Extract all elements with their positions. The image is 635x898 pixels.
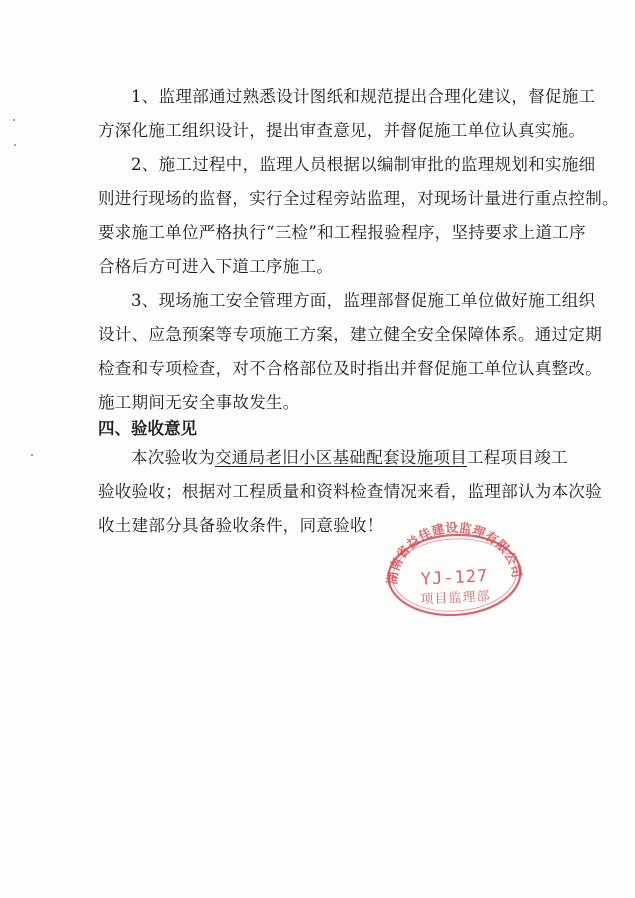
paragraph-line: 合格后方可进入下道工序施工。 xyxy=(98,257,334,276)
paragraph-line: 2、施工过程中，监理人员根据以编制审批的监理规划和实施细 xyxy=(131,155,596,174)
scan-speck xyxy=(31,454,33,456)
paragraph-line: 检查和专项检查，对不合格部位及时指出并督促施工单位认真整改。 xyxy=(98,359,602,378)
text-run: 工程项目竣工 xyxy=(467,448,568,467)
paragraph-line: 施工期间无安全事故发生。 xyxy=(98,393,300,412)
supervision-item-1 xyxy=(98,80,596,148)
paragraph-line: 要求施工单位严格执行“三检”和工程报验程序，坚持要求上道工序 xyxy=(98,223,586,242)
seal-code: YJ-127 xyxy=(420,566,489,590)
seal-dept: 项目监理部 xyxy=(420,589,491,608)
paragraph-line xyxy=(98,441,568,475)
supervision-item-3 xyxy=(98,284,602,420)
scan-speck xyxy=(14,144,16,146)
supervision-item-2 xyxy=(98,148,619,284)
paragraph-line: 验收验收；根据对工程质量和资料检查情况来看，监理部认为本次验 xyxy=(98,482,602,501)
paragraph-line: 方深化施工组织设计，提出审查意见，并督促施工单位认真实施。 xyxy=(98,121,586,140)
seal-org-name: 湖南省益佳建设监理有限公司 xyxy=(384,519,525,586)
text-run: 本次验收为 xyxy=(131,448,215,467)
paragraph-line: 1、监理部通过熟悉设计图纸和规范提出合理化建议，督促施工 xyxy=(131,87,596,106)
section-heading-acceptance: 四、验收意见 xyxy=(98,419,197,438)
project-name: 交通局老旧小区基础配套设施项目 xyxy=(215,448,467,467)
paragraph-line: 3、现场施工安全管理方面，监理部督促施工单位做好施工组织 xyxy=(131,291,596,310)
scan-speck xyxy=(13,119,15,121)
paragraph-line: 收土建部分具备验收条件，同意验收！ xyxy=(98,516,384,535)
paragraph-line: 则进行现场的监督，实行全过程旁站监理，对现场计量进行重点控制。 xyxy=(98,189,619,208)
paragraph-line: 设计、应急预案等专项施工方案，建立健全安全保障体系。通过定期 xyxy=(98,325,602,344)
company-seal xyxy=(382,516,527,619)
